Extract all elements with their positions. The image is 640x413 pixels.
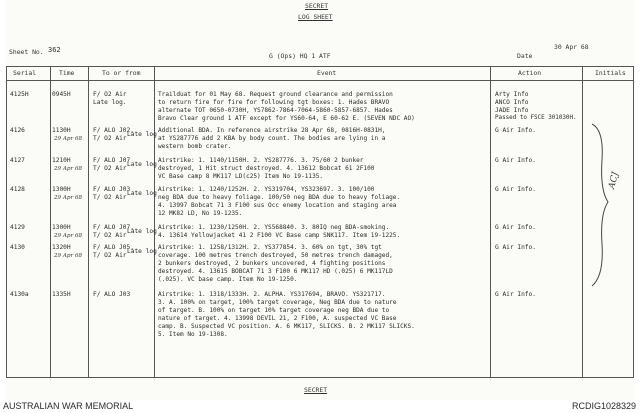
row-event-line: Airstrike: 1. 1258/1312H. 2. YS377854. 3. 60% on tgt, 30% tgt xyxy=(158,244,382,251)
row-event-line: at YS287776 add 2 KBA by body count. The bodies are lying in a xyxy=(158,135,386,142)
footer-record-id: RCDIG1028329 xyxy=(571,401,636,411)
row-action-line: Arty Info xyxy=(495,91,529,98)
row-action-line: G Air Info. xyxy=(495,186,536,193)
row-action-line: ANCO Info xyxy=(495,99,529,106)
row-event-line: coverage. 100 metres trench destroyed, 50 metres trench damaged, xyxy=(158,252,393,259)
row-event-line: (.025). VC base camp. Item No 19-1250. xyxy=(158,276,298,283)
row-to-from-line: T/ O2 Air xyxy=(93,165,127,172)
unit-name: G (Ops) HQ 1 ATF xyxy=(269,52,331,60)
row-serial: 4126 xyxy=(10,127,25,134)
row-event-line: 5. Item No 19-1308. xyxy=(158,331,228,338)
row-event-line: nature of target. 4. 13998 DEVIL 21, 2 F100, A. suspected VC Base xyxy=(158,315,397,322)
log-sheet-page xyxy=(6,0,634,400)
row-to-from-line: F/ ALO J02, xyxy=(93,127,134,134)
row-event-line: Trailduat for 01 May 68. Request ground clearance and permission xyxy=(158,91,393,98)
row-late-log-note: Late log xyxy=(127,190,157,197)
row-to-from-line: F/ O2 Air xyxy=(93,91,127,98)
date-label: Date xyxy=(517,52,533,60)
row-event-line: destroyed. 4. 13615 BOBCAT 71 3 F100 6 MK117 HD (.025) 6 MK117LD xyxy=(158,268,393,275)
col-divider-time xyxy=(88,66,89,377)
row-event-line: Airstrike: 1. 1140/1150H. 2. YS287776. 3. 75/60 2 bunker xyxy=(158,157,364,164)
footer-institution: AUSTRALIAN WAR MEMORIAL xyxy=(3,401,134,411)
initials-bracket xyxy=(584,120,632,290)
row-to-from-line: F/ ALO J07 xyxy=(93,157,131,164)
header-time: Time xyxy=(59,69,75,77)
header-serial: Serial xyxy=(13,69,37,77)
row-action-line: Passed to FSCE 301030H. xyxy=(495,115,577,121)
row-to-from-line: F/ ALO J03 xyxy=(93,186,131,193)
row-serial: 4130 xyxy=(10,244,25,251)
header-event: Event xyxy=(317,69,337,77)
row-event-line: 2 bunkers destroyed, 2 bunkers uncovered, 4 fighting positions xyxy=(158,260,386,267)
table-header-border xyxy=(6,80,634,81)
row-late-log-note: Late log xyxy=(127,228,157,235)
row-time-note: 29 Apr 68 xyxy=(54,253,83,259)
row-event-line: to return fire for fire for following tgt boxes: 1. Hades BRAVO xyxy=(158,99,390,106)
row-time-note: 29 Apr 68 xyxy=(54,136,83,142)
row-event-line: Airstrike: 1. 1240/1252H. 2. YS319704, YS323697. 3. 100/100 xyxy=(158,186,375,193)
col-divider-to-from xyxy=(154,66,155,377)
row-time: 1210H xyxy=(52,157,71,164)
row-serial: 4127 xyxy=(10,157,25,164)
classification-bottom: SECRET xyxy=(304,386,328,394)
row-action-line: G Air Info. xyxy=(495,157,536,164)
row-event-line: 4. 13997 Bobcat 71 3 F100 sus Occ enemy location and staging area xyxy=(158,202,397,209)
row-to-from-line: F/ ALO J05, xyxy=(93,244,134,251)
row-event-line: camp. B. Suspected VC position. A. 6 MK117, SLICKS. B. 2 MK117 SLICKS. xyxy=(158,323,415,330)
header-initials: Initials xyxy=(595,69,626,77)
col-divider-event xyxy=(490,66,491,377)
header-action: Action xyxy=(518,69,542,77)
row-action-line: G Air Info. xyxy=(495,127,536,134)
row-event-line: VC Base camp 8 MK117 LD(c25) Item No 19-1135. xyxy=(158,173,324,180)
row-event-line: western bomb crater. xyxy=(158,143,232,150)
row-to-from-line: Late log. xyxy=(93,99,127,106)
row-event-line: of target. B. 100% on target 10% target coverage neg BDA due to xyxy=(158,307,390,314)
row-serial: 4130a xyxy=(10,291,29,298)
row-late-log-note: Late log xyxy=(127,161,157,168)
row-to-from-line: T/ O2 Air xyxy=(93,232,127,239)
row-to-from-line: F/ ALO J03 xyxy=(93,291,131,298)
row-event-line: 12 MK82 LD, No 19-1235. xyxy=(158,210,243,217)
row-serial: 4128 xyxy=(10,186,25,193)
row-to-from-line: F/ ALO J07, xyxy=(93,224,134,231)
row-serial: 4125H xyxy=(10,91,29,98)
row-event-line: Airstrike: 1. 1318/1333H. 2. ALPHA. YS317694, BRAVO. YS321717. xyxy=(158,291,386,298)
col-divider-action xyxy=(582,66,583,377)
row-event-line: Airstrike: 1. 1230/1250H. 2. YS568840. 3. 80IQ neg BDA-smoking. xyxy=(158,224,390,231)
header-to-or-from: To or from xyxy=(102,69,141,77)
sheet-number-label: Sheet No. xyxy=(9,48,44,56)
row-late-log-note: Late log xyxy=(127,248,157,255)
row-event-line: Additional BDA. In reference airstrike 28 Apr 68, 0816H-0831H, xyxy=(158,127,386,134)
archive-footer xyxy=(0,400,640,413)
row-event-line: Bravo Clear ground 1 ATF except for YS60-64, E 60-62 E. (SEVEN NDC AO) xyxy=(158,115,415,122)
initials-mark: ACJ xyxy=(607,171,622,191)
date-value: 30 Apr 68 xyxy=(554,43,589,51)
row-event-line: 4. 13614 Yellowjacket 41 2 F100 VC Base camp SNK117. Item 19-1225. xyxy=(158,232,401,239)
row-action-line: JADE Info xyxy=(495,107,529,114)
row-event-line: neg BDA due to heavy foliage. 100/50 neg BDA due to heavy foliage. xyxy=(158,194,401,201)
row-action-line: G Air Info. xyxy=(495,291,536,298)
row-time: 0945H xyxy=(52,91,71,98)
classification-top: SECRET xyxy=(305,2,329,10)
row-to-from-line: T/ O2 Air xyxy=(93,135,127,142)
row-late-log-note: Late log xyxy=(127,131,157,138)
row-action-line: G Air Info. xyxy=(495,244,536,251)
row-event-line: 3. A. 100% on target, 100% target coverage, Neg BDA due to nature xyxy=(158,299,397,306)
row-serial: 4129 xyxy=(10,224,25,231)
row-to-from-line: T/ O2 Air xyxy=(93,252,127,259)
row-time: 1300H xyxy=(52,186,71,193)
row-time-note: 29 Apr 68 xyxy=(54,166,83,172)
row-time: 1130H xyxy=(52,127,71,134)
row-time-note: 29 Apr 68 xyxy=(54,195,83,201)
sheet-number: 362 xyxy=(48,46,61,54)
row-event-line: alternate TOT 0650-0730H, YS7862-7864-7064-5860-5857-6857. Hades xyxy=(158,107,393,114)
row-action-line: G Air Info. xyxy=(495,224,536,231)
row-time-note: 29 Apr 68 xyxy=(54,233,83,239)
row-time: 1320H xyxy=(52,244,71,251)
row-time: 1335H xyxy=(52,291,71,298)
table-left-border xyxy=(6,66,7,377)
table-bottom-border xyxy=(6,377,634,378)
table-right-border xyxy=(633,66,634,377)
row-event-line: destroyed, 1 Hit struct destroyed. 4. 13612 Bobcat 61 2F100 xyxy=(158,165,375,172)
row-time: 1300H xyxy=(52,224,71,231)
col-divider-serial xyxy=(50,66,51,377)
table-top-border xyxy=(6,66,634,67)
row-to-from-line: T/ O2 Air xyxy=(93,194,127,201)
sheet-title: LOG SHEET xyxy=(298,13,333,21)
